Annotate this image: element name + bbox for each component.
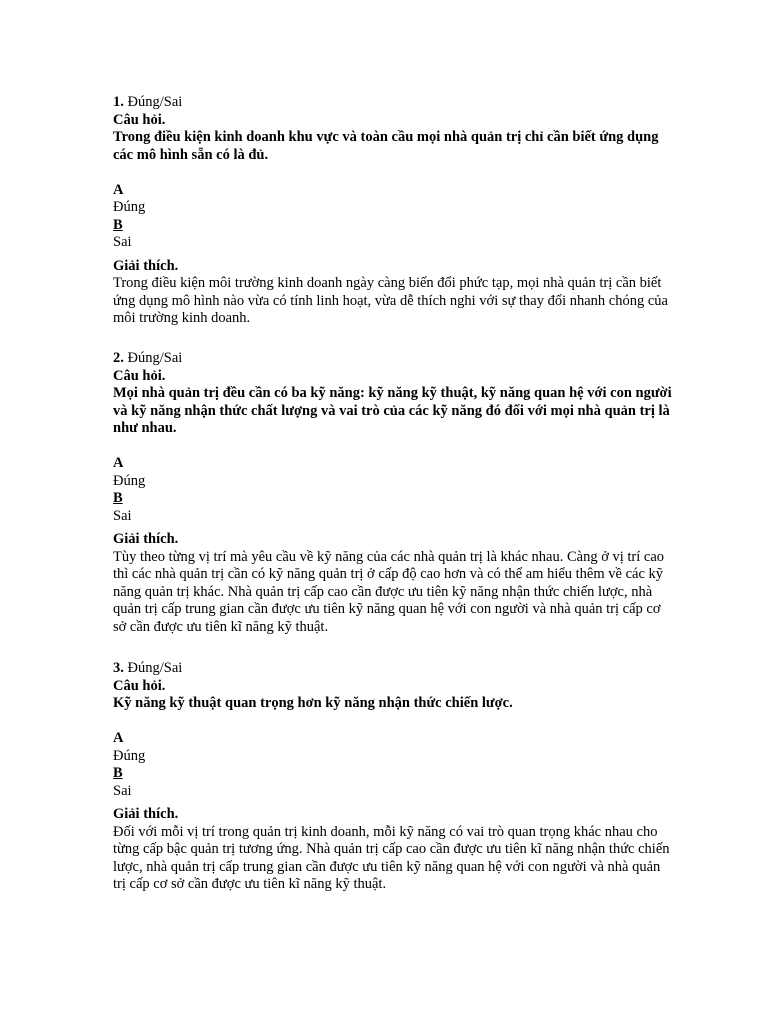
option-b-letter: B: [113, 765, 123, 781]
option-b-letter: B: [113, 216, 123, 233]
explanation: [113, 525, 673, 636]
option-a-text: Đúng: [113, 472, 146, 489]
question-header: [113, 94, 673, 112]
spacer: [113, 438, 673, 456]
spacer: [113, 164, 673, 182]
option-a-text: Đúng: [113, 199, 146, 215]
question-label: Câu hỏi.: [113, 367, 166, 384]
question-label: Câu hỏi.: [113, 111, 166, 128]
question-header: [113, 660, 673, 678]
question-number: 2.: [113, 350, 124, 366]
question-type: Đúng/Sai: [127, 94, 183, 110]
explanation-label: Giải thích.: [113, 257, 179, 274]
explanation-label: Giải thích.: [113, 806, 179, 822]
question-1: [113, 94, 673, 328]
option-b-text: Sai: [113, 234, 132, 250]
explanation-text: Tùy theo từng vị trí mà yêu cầu về kỹ năng của các nhà quản trị là khác nhau. Càng ở vị trí cao thì các nhà quản trị cần có kỹ năng quản trị ở cấp độ cao hơn và có thể am hiểu thêm về các kỹ năng quản trị khác. Nhà quản trị cấp cao cần được ưu tiên kỹ năng nhận thức chiến lược, nhà quản trị cấp trung gian cần được ưu tiên kỹ năng quan hệ với con người và nhà quản trị cấp cơ sở cần được ưu tiên kĩ năng kỹ thuật.: [113, 548, 665, 635]
question-type: Đúng/Sai: [127, 350, 183, 366]
explanation: [113, 800, 673, 894]
question-2: [113, 350, 673, 636]
question-text: Mọi nhà quản trị đều cần có ba kỹ năng: kỹ năng kỹ thuật, kỹ năng quan hệ với con người và kỹ năng nhận thức chất lượng và vai trò của các kỹ năng đó đối với mọi nhà quản trị là như nhau.: [113, 385, 672, 436]
explanation: [113, 252, 673, 328]
question-number: 3.: [113, 660, 124, 676]
option-a-text: Đúng: [113, 747, 146, 764]
explanation-text: Đối với mỗi vị trí trong quản trị kinh doanh, mỗi kỹ năng có vai trò quan trọng khác nhau cho từng cấp bậc quản trị tương ứng. Nhà quản trị cấp cao cần được ưu tiên kĩ năng nhận thức chiến lược, nhà quản trị cấp trung gian cần được ưu tiên kỹ năng quan hệ với con người và nhà quản trị cấp cơ sở cần được ưu tiên kĩ năng kỹ thuật.: [113, 823, 670, 892]
option-a-letter: A: [113, 730, 124, 746]
option-b-text: Sai: [113, 507, 132, 524]
question-header: [113, 350, 673, 368]
question-text: Trong điều kiện kinh doanh khu vực và toàn cầu mọi nhà quản trị chỉ cần biết ứng dụng các mô hình sẵn có là đủ.: [113, 129, 659, 163]
question-3: [113, 660, 673, 894]
question-label: Câu hỏi.: [113, 677, 166, 694]
question-type: Đúng/Sai: [127, 660, 183, 676]
question-text: Kỹ năng kỹ thuật quan trọng hơn kỹ năng nhận thức chiến lược.: [113, 695, 513, 711]
question-number: 1.: [113, 94, 124, 110]
spacer: [113, 713, 673, 731]
option-a-letter: A: [113, 181, 124, 198]
option-b-letter: B: [113, 490, 123, 506]
explanation-text: Trong điều kiện môi trường kinh doanh ngày càng biến đổi phức tạp, mọi nhà quản trị cần biết ứng dụng mô hình nào vừa có tính linh hoạt, vừa dễ thích nghi với sự thay đổi nhanh chóng của môi trường kinh doanh.: [113, 275, 668, 326]
option-b-text: Sai: [113, 782, 132, 799]
option-a-letter: A: [113, 455, 124, 471]
explanation-label: Giải thích.: [113, 531, 179, 547]
